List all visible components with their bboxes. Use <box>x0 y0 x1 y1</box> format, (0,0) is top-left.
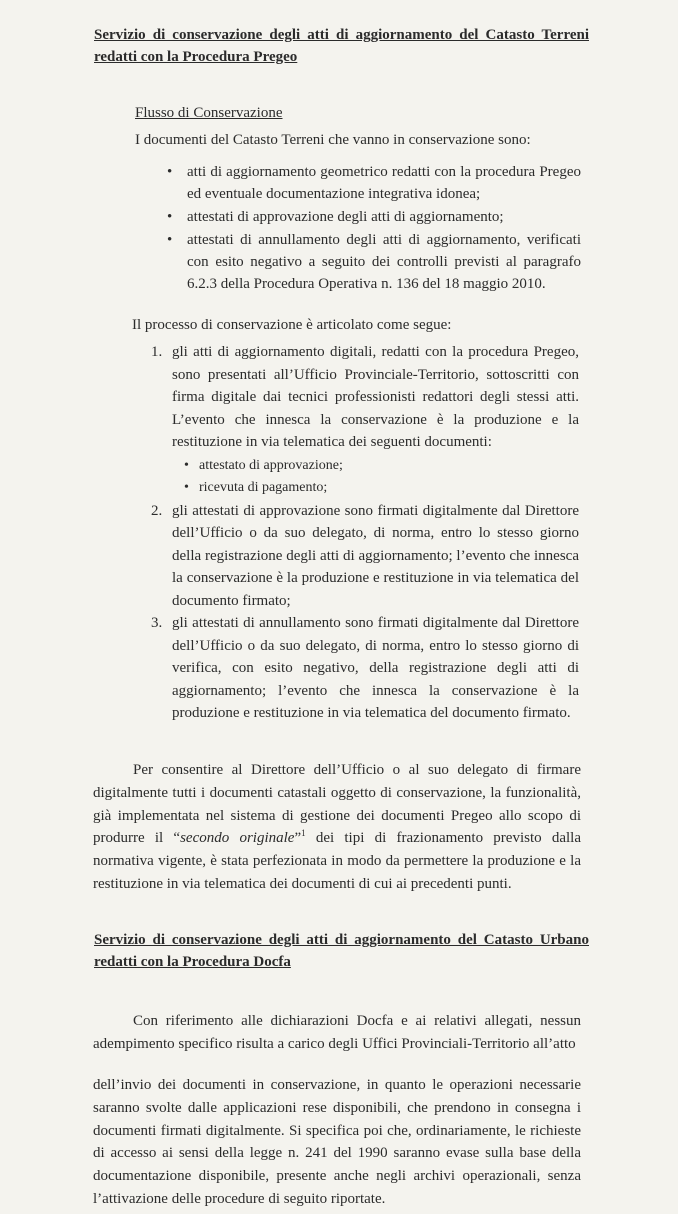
subsection-title-flusso: Flusso di Conservazione <box>135 105 283 121</box>
sub-list-item: • ricevuta di pagamento; <box>199 477 579 499</box>
list-item: • attestati di approvazione degli atti di aggiornamento; <box>187 206 581 228</box>
closing-paragraph <box>93 759 581 896</box>
step-number: 2. <box>151 502 163 519</box>
docfa-paragraph-2: dell’invio dei documenti in conservazione, in quanto le operazioni necessarie saranno svolte dalle applicazioni rese disponibili, che prendono in consegna i documenti firmati digitalmente. Si specifica poi che, ordinariamente, le richieste di accesso ai sensi della legge n. 241 del 1990 saranno evase sulla base della documentazione disponibile, presente anche negli archivi operazionali, senza l’attivazione delle procedure di seguito riportate. <box>93 1077 581 1207</box>
closing-quote: ” <box>294 830 302 847</box>
step-text: gli attestati di annullamento sono firmati digitalmente dal Direttore dell’Ufficio o da suo delegato, di norma, entro lo stesso giorno di verifica, con esito negativo, della registrazione degli atti di aggiornamento; l’evento che innesca la conservazione è la produzione e restituzione in via telematica del documento firmato. <box>172 615 579 721</box>
list-item-step-2 <box>151 500 579 613</box>
section-title-catasto-terreni: Servizio di conservazione degli atti di aggiornamento del Catasto Terreni redatti con la Procedura Pregeo <box>94 27 589 65</box>
step-text: gli attestati di approvazione sono firmati digitalmente dal Direttore dell’Ufficio o da suo delegato, di norma, entro lo stesso giorno della registrazione degli atti di aggiornamento; l’evento che innesca la conservazione è la produzione e restituzione in via telematica del documento firmato; <box>172 502 579 609</box>
list-item: • attestati di annullamento degli atti di aggiornamento, verificati con esito negativo a seguito dei controlli previsti al paragrafo 6.2.3 della Procedura Operativa n. 136 del 18 maggio 2010. <box>187 229 581 295</box>
process-steps-list <box>151 341 579 725</box>
intro-paragraph: I documenti del Catasto Terreni che vanno in conservazione sono: <box>135 132 531 148</box>
document-types-list <box>187 161 581 296</box>
docfa-paragraph-1: Con riferimento alle dichiarazioni Docfa e ai relativi allegati, nessun adempimento specifico risulta a carico degli Uffici Provinciali-Territorio all’atto <box>93 1013 581 1052</box>
list-item-step-3 <box>151 612 579 725</box>
step-number: 3. <box>151 615 163 631</box>
list-item: • atti di aggiornamento geometrico redatti con la procedura Pregeo ed eventuale documentazione integrativa idonea; <box>187 161 581 205</box>
section-title-catasto-urbano: Servizio di conservazione degli atti di aggiornamento del Catasto Urbano redatti con la Procedura Docfa <box>94 932 589 970</box>
step-number: 1. <box>151 344 163 360</box>
closing-italic-term: secondo originale <box>180 830 295 847</box>
list-item-step-1 <box>151 341 579 499</box>
closing-text-end: dei tipi di frazionamento previsto dalla normativa vigente, è stata perfezionata in modo da permettere la produzione e la restituzione in via telematica dei documenti di cui ai precedenti punti. <box>93 830 582 892</box>
sub-list <box>199 455 579 499</box>
footnote-marker[interactable]: 1 <box>301 828 306 839</box>
process-intro: Il processo di conservazione è articolato come segue: <box>132 317 452 333</box>
sub-list-item: • attestato di approvazione; <box>199 455 579 477</box>
step-text: gli atti di aggiornamento digitali, redatti con la procedura Pregeo, sono presentati all’Ufficio Provinciale-Territorio, sottoscritti con firma digitale dai tecnici professionisti redattori degli stessi atti. L’evento che innesca la conservazione è la produzione e la restituzione in via telematica dei seguenti documenti: <box>172 344 579 450</box>
closing-text-start: Per consentire al Direttore dell’Ufficio o al suo delegato di firmare digitalmente tutti i documenti catastali oggetto di conservazione, la funzionalità, già implementata nel sistema di gestione dei documenti Pregeo allo scopo di produrre il “ <box>93 762 581 847</box>
